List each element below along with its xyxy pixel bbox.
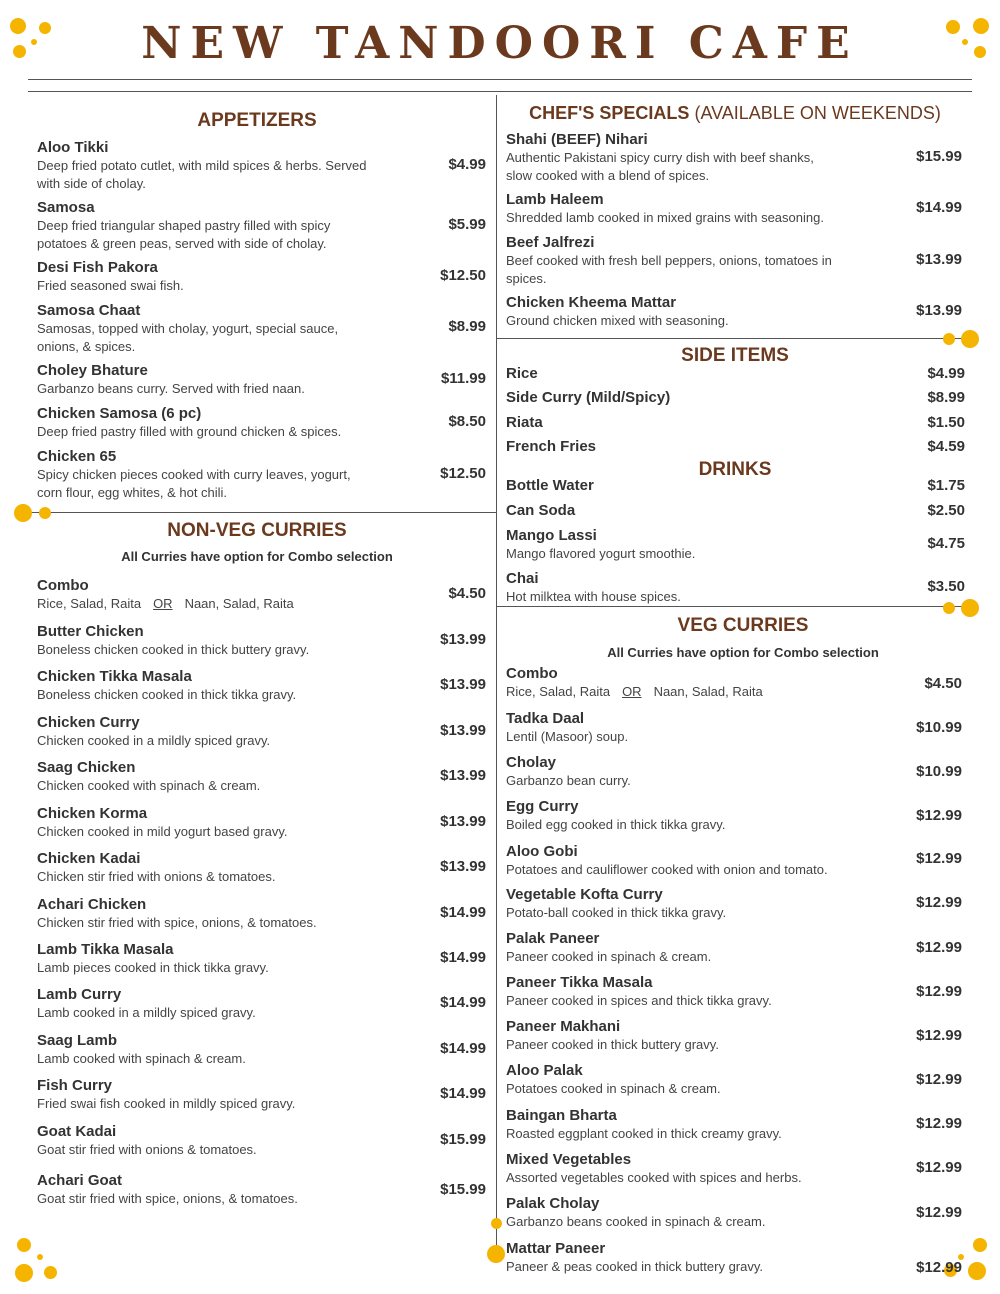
specials-title bbox=[500, 103, 970, 124]
side-item-name: Side Curry (Mild/Spicy) bbox=[506, 389, 671, 406]
combo-left: Rice, Salad, Raita bbox=[506, 684, 611, 699]
item-desc: Chicken cooked in mild yogurt based gravy. bbox=[37, 824, 288, 839]
item-price: $13.99 bbox=[440, 813, 486, 830]
menu-item bbox=[506, 1150, 876, 1187]
item-name: Aloo Tikki bbox=[37, 139, 109, 156]
combo-or: OR bbox=[153, 596, 173, 611]
item-name: Cholay bbox=[506, 754, 557, 771]
item-name: Chicken Tikka Masala bbox=[37, 668, 192, 685]
item-desc: Samosas, topped with cholay, yogurt, special sauce, bbox=[37, 321, 339, 336]
item-price: $12.99 bbox=[916, 1115, 962, 1132]
item-name: Combo bbox=[37, 577, 89, 594]
item-name: Paneer Makhani bbox=[506, 1018, 621, 1035]
menu-item bbox=[37, 198, 417, 253]
item-desc: Fried seasoned swai fish. bbox=[37, 278, 184, 293]
column-divider bbox=[496, 95, 497, 1255]
combo-left: Rice, Salad, Raita bbox=[37, 596, 142, 611]
menu-item bbox=[506, 1194, 876, 1231]
item-desc: Paneer cooked in thick buttery gravy. bbox=[506, 1037, 719, 1052]
item-desc: onions, & spices. bbox=[37, 339, 136, 354]
menu-item bbox=[37, 804, 417, 841]
menu-item bbox=[506, 885, 876, 922]
item-desc: Chicken stir fried with onions & tomatoes. bbox=[37, 869, 276, 884]
specials-separator bbox=[497, 338, 967, 339]
item-price: $14.99 bbox=[440, 994, 486, 1011]
item-desc: Boneless chicken cooked in thick tikka gravy. bbox=[37, 687, 297, 702]
item-name: Tadka Daal bbox=[506, 710, 585, 727]
drink-name: Can Soda bbox=[506, 502, 576, 519]
header-rule-top bbox=[28, 79, 972, 80]
menu-item bbox=[506, 797, 876, 834]
menu-item bbox=[506, 233, 876, 288]
menu-item bbox=[37, 667, 417, 704]
item-price: $4.99 bbox=[927, 365, 965, 382]
item-price: $14.99 bbox=[440, 904, 486, 921]
specials-title-main: CHEF'S SPECIALS bbox=[529, 103, 690, 123]
item-name: Saag Chicken bbox=[37, 759, 136, 776]
item-name: Chicken 65 bbox=[37, 448, 117, 465]
item-name: Samosa bbox=[37, 199, 95, 216]
item-name: Palak Paneer bbox=[506, 930, 600, 947]
header-rule-bottom bbox=[28, 91, 972, 92]
item-desc: Chicken cooked in a mildly spiced gravy. bbox=[37, 733, 271, 748]
item-name: Baingan Bharta bbox=[506, 1107, 617, 1124]
item-desc: Chicken cooked with spinach & cream. bbox=[37, 778, 261, 793]
item-name: Chicken Kheema Mattar bbox=[506, 294, 677, 311]
item-price: $13.99 bbox=[440, 722, 486, 739]
item-name: Saag Lamb bbox=[37, 1032, 118, 1049]
item-price: $2.50 bbox=[927, 502, 965, 519]
item-name: Chicken Samosa (6 pc) bbox=[37, 405, 202, 422]
menu-item bbox=[37, 1171, 417, 1208]
item-price: $14.99 bbox=[440, 1040, 486, 1057]
item-price: $4.50 bbox=[448, 585, 486, 602]
item-price: $15.99 bbox=[440, 1181, 486, 1198]
item-desc: Deep fried potato cutlet, with mild spices & herbs. Served bbox=[37, 158, 367, 173]
item-name: Fish Curry bbox=[37, 1077, 113, 1094]
menu-item bbox=[37, 849, 417, 886]
item-name: Paneer Tikka Masala bbox=[506, 974, 653, 991]
item-price: $12.99 bbox=[916, 1159, 962, 1176]
item-desc: Boneless chicken cooked in thick buttery gravy. bbox=[37, 642, 310, 657]
menu-item bbox=[506, 1239, 876, 1276]
item-name: Achari Chicken bbox=[37, 896, 147, 913]
item-price: $12.99 bbox=[916, 983, 962, 1000]
menu-item bbox=[37, 404, 417, 441]
item-name: Desi Fish Pakora bbox=[37, 259, 158, 276]
item-desc: Garbanzo beans curry. Served with fried naan. bbox=[37, 381, 305, 396]
veg-combo-note: All Curries have option for Combo selection bbox=[607, 645, 879, 660]
item-name: Vegetable Kofta Curry bbox=[506, 886, 663, 903]
item-price: $12.99 bbox=[916, 1071, 962, 1088]
menu-item bbox=[506, 1061, 876, 1098]
item-desc: Assorted vegetables cooked with spices and herbs. bbox=[506, 1170, 802, 1185]
item-name: Egg Curry bbox=[506, 798, 579, 815]
menu-item bbox=[37, 1031, 417, 1068]
separator-dot bbox=[39, 507, 51, 519]
menu-item bbox=[506, 753, 876, 790]
item-desc: Chicken stir fried with spice, onions, & tomatoes. bbox=[37, 915, 317, 930]
menu-item bbox=[506, 569, 876, 606]
item-price: $4.99 bbox=[448, 156, 486, 173]
item-desc: Fried swai fish cooked in mildly spiced gravy. bbox=[37, 1096, 296, 1111]
menu-item bbox=[506, 130, 876, 185]
item-name: Chai bbox=[506, 570, 539, 587]
item-desc: corn flour, egg whites, & hot chili. bbox=[37, 485, 228, 500]
item-name: Achari Goat bbox=[37, 1172, 123, 1189]
item-name: Combo bbox=[506, 665, 558, 682]
item-price: $8.99 bbox=[927, 389, 965, 406]
item-price: $5.99 bbox=[448, 216, 486, 233]
item-price: $12.99 bbox=[916, 1204, 962, 1221]
item-desc: potatoes & green peas, served with side of cholay. bbox=[37, 236, 327, 251]
item-desc: Goat stir fried with onions & tomatoes. bbox=[37, 1142, 257, 1157]
item-name: Mango Lassi bbox=[506, 527, 597, 544]
item-price: $12.50 bbox=[440, 267, 486, 284]
item-price: $13.99 bbox=[440, 858, 486, 875]
menu-item bbox=[506, 973, 876, 1010]
nonveg-combo-note: All Curries have option for Combo selection bbox=[121, 549, 393, 564]
item-price: $1.75 bbox=[927, 477, 965, 494]
item-desc: Authentic Pakistani spicy curry dish with beef shanks, bbox=[506, 150, 814, 165]
menu-item bbox=[37, 895, 417, 932]
item-price: $8.99 bbox=[448, 318, 486, 335]
item-desc: spices. bbox=[506, 271, 547, 286]
menu-item bbox=[506, 1106, 876, 1143]
item-desc: Mango flavored yogurt smoothie. bbox=[506, 546, 696, 561]
item-price: $12.99 bbox=[916, 939, 962, 956]
item-desc: Potato-ball cooked in thick tikka gravy. bbox=[506, 905, 727, 920]
item-desc: Boiled egg cooked in thick tikka gravy. bbox=[506, 817, 726, 832]
item-price: $15.99 bbox=[916, 148, 962, 165]
menu-item bbox=[506, 526, 876, 563]
item-price: $10.99 bbox=[916, 763, 962, 780]
item-price: $1.50 bbox=[927, 414, 965, 431]
menu-item bbox=[37, 258, 417, 295]
item-desc bbox=[506, 683, 886, 701]
item-name: Aloo Palak bbox=[506, 1062, 583, 1079]
item-price: $11.99 bbox=[440, 370, 486, 387]
separator-dot bbox=[943, 333, 955, 345]
item-price: $13.99 bbox=[440, 676, 486, 693]
item-name: Chicken Kadai bbox=[37, 850, 141, 867]
nonveg-title: NON-VEG CURRIES bbox=[167, 520, 347, 541]
item-desc: Garbanzo beans cooked in spinach & cream. bbox=[506, 1214, 766, 1229]
item-name: Lamb Haleem bbox=[506, 191, 604, 208]
item-price: $13.99 bbox=[440, 631, 486, 648]
menu-item bbox=[37, 361, 417, 398]
menu-item bbox=[506, 709, 876, 746]
page-title: NEW TANDOORI CAFE bbox=[141, 18, 859, 69]
item-price: $14.99 bbox=[916, 199, 962, 216]
item-price: $4.75 bbox=[927, 535, 965, 552]
sides-title: SIDE ITEMS bbox=[681, 345, 789, 366]
item-name: Shahi (BEEF) Nihari bbox=[506, 131, 648, 148]
item-price: $12.99 bbox=[916, 1259, 962, 1276]
separator-dot bbox=[943, 602, 955, 614]
side-item-name: Riata bbox=[506, 414, 543, 431]
item-desc: Paneer cooked in spinach & cream. bbox=[506, 949, 712, 964]
menu-item bbox=[37, 138, 417, 193]
item-name: Chicken Curry bbox=[37, 714, 140, 731]
item-desc: with side of cholay. bbox=[37, 176, 146, 191]
item-desc: Lentil (Masoor) soup. bbox=[506, 729, 629, 744]
item-price: $3.50 bbox=[927, 578, 965, 595]
veg-title: VEG CURRIES bbox=[677, 615, 809, 636]
item-desc: Beef cooked with fresh bell peppers, onions, tomatoes in bbox=[506, 253, 832, 268]
menu-item bbox=[37, 1122, 417, 1159]
menu-item bbox=[37, 940, 417, 977]
item-desc: Shredded lamb cooked in mixed grains with seasoning. bbox=[506, 210, 824, 225]
appetizers-title: APPETIZERS bbox=[197, 110, 317, 131]
item-name: Butter Chicken bbox=[37, 623, 144, 640]
item-price: $15.99 bbox=[440, 1131, 486, 1148]
combo-right: Naan, Salad, Raita bbox=[653, 684, 763, 699]
item-name: Chicken Korma bbox=[37, 805, 148, 822]
drinks-title: DRINKS bbox=[698, 459, 772, 480]
item-desc: Garbanzo bean curry. bbox=[506, 773, 631, 788]
menu-item bbox=[37, 985, 417, 1022]
item-desc: Lamb cooked with spinach & cream. bbox=[37, 1051, 246, 1066]
combo-or: OR bbox=[622, 684, 642, 699]
item-desc: Spicy chicken pieces cooked with curry leaves, yogurt, bbox=[37, 467, 351, 482]
item-price: $12.50 bbox=[440, 465, 486, 482]
item-desc: Ground chicken mixed with seasoning. bbox=[506, 313, 729, 328]
item-price: $12.99 bbox=[916, 1027, 962, 1044]
appetizers-separator bbox=[22, 512, 496, 513]
item-name: Lamb Curry bbox=[37, 986, 122, 1003]
item-price: $12.99 bbox=[916, 850, 962, 867]
item-price: $13.99 bbox=[440, 767, 486, 784]
menu-item bbox=[506, 1017, 876, 1054]
menu-item bbox=[37, 301, 417, 356]
item-desc: Lamb cooked in a mildly spiced gravy. bbox=[37, 1005, 256, 1020]
menu-item bbox=[506, 929, 876, 966]
item-price: $13.99 bbox=[916, 251, 962, 268]
menu-item bbox=[506, 293, 876, 330]
menu-item bbox=[37, 758, 417, 795]
menu-item bbox=[506, 190, 876, 227]
item-price: $12.99 bbox=[916, 807, 962, 824]
item-name: Lamb Tikka Masala bbox=[37, 941, 174, 958]
item-desc: slow cooked with a blend of spices. bbox=[506, 168, 710, 183]
menu-item bbox=[37, 447, 417, 502]
item-price: $4.50 bbox=[924, 675, 962, 692]
menu-item-combo bbox=[506, 664, 886, 701]
item-desc: Potatoes cooked in spinach & cream. bbox=[506, 1081, 721, 1096]
item-price: $13.99 bbox=[916, 302, 962, 319]
divider-dot bbox=[487, 1245, 505, 1263]
specials-subtitle: (AVAILABLE ON WEEKENDS) bbox=[694, 103, 941, 123]
item-name: Mattar Paneer bbox=[506, 1240, 606, 1257]
item-desc: Hot milktea with house spices. bbox=[506, 589, 681, 604]
item-desc: Goat stir fried with spice, onions, & tomatoes. bbox=[37, 1191, 298, 1206]
combo-right: Naan, Salad, Raita bbox=[184, 596, 294, 611]
menu-item bbox=[37, 713, 417, 750]
menu-item bbox=[506, 842, 876, 879]
menu-item bbox=[37, 1076, 417, 1113]
item-desc: Deep fried triangular shaped pastry filled with spicy bbox=[37, 218, 331, 233]
item-price: $8.50 bbox=[448, 413, 486, 430]
item-desc: Lamb pieces cooked in thick tikka gravy. bbox=[37, 960, 269, 975]
item-desc: Roasted eggplant cooked in thick creamy gravy. bbox=[506, 1126, 782, 1141]
menu-item-combo bbox=[37, 576, 417, 613]
item-name: Palak Cholay bbox=[506, 1195, 600, 1212]
item-price: $10.99 bbox=[916, 719, 962, 736]
item-name: Samosa Chaat bbox=[37, 302, 141, 319]
item-name: Goat Kadai bbox=[37, 1123, 117, 1140]
side-item-name: French Fries bbox=[506, 438, 597, 455]
menu-item bbox=[37, 622, 417, 659]
item-price: $14.99 bbox=[440, 949, 486, 966]
drink-name: Bottle Water bbox=[506, 477, 594, 494]
item-name: Beef Jalfrezi bbox=[506, 234, 595, 251]
item-name: Choley Bhature bbox=[37, 362, 148, 379]
item-desc: Paneer & peas cooked in thick buttery gravy. bbox=[506, 1259, 764, 1274]
item-desc bbox=[37, 595, 417, 613]
drinks-separator bbox=[497, 606, 967, 607]
item-desc: Deep fried pastry filled with ground chicken & spices. bbox=[37, 424, 342, 439]
divider-dot bbox=[491, 1218, 502, 1229]
item-name: Mixed Vegetables bbox=[506, 1151, 632, 1168]
item-desc: Paneer cooked in spices and thick tikka gravy. bbox=[506, 993, 772, 1008]
item-price: $4.59 bbox=[927, 438, 965, 455]
item-price: $12.99 bbox=[916, 894, 962, 911]
side-item-name: Rice bbox=[506, 365, 538, 382]
item-price: $14.99 bbox=[440, 1085, 486, 1102]
item-desc: Potatoes and cauliflower cooked with onion and tomato. bbox=[506, 862, 828, 877]
item-name: Aloo Gobi bbox=[506, 843, 578, 860]
